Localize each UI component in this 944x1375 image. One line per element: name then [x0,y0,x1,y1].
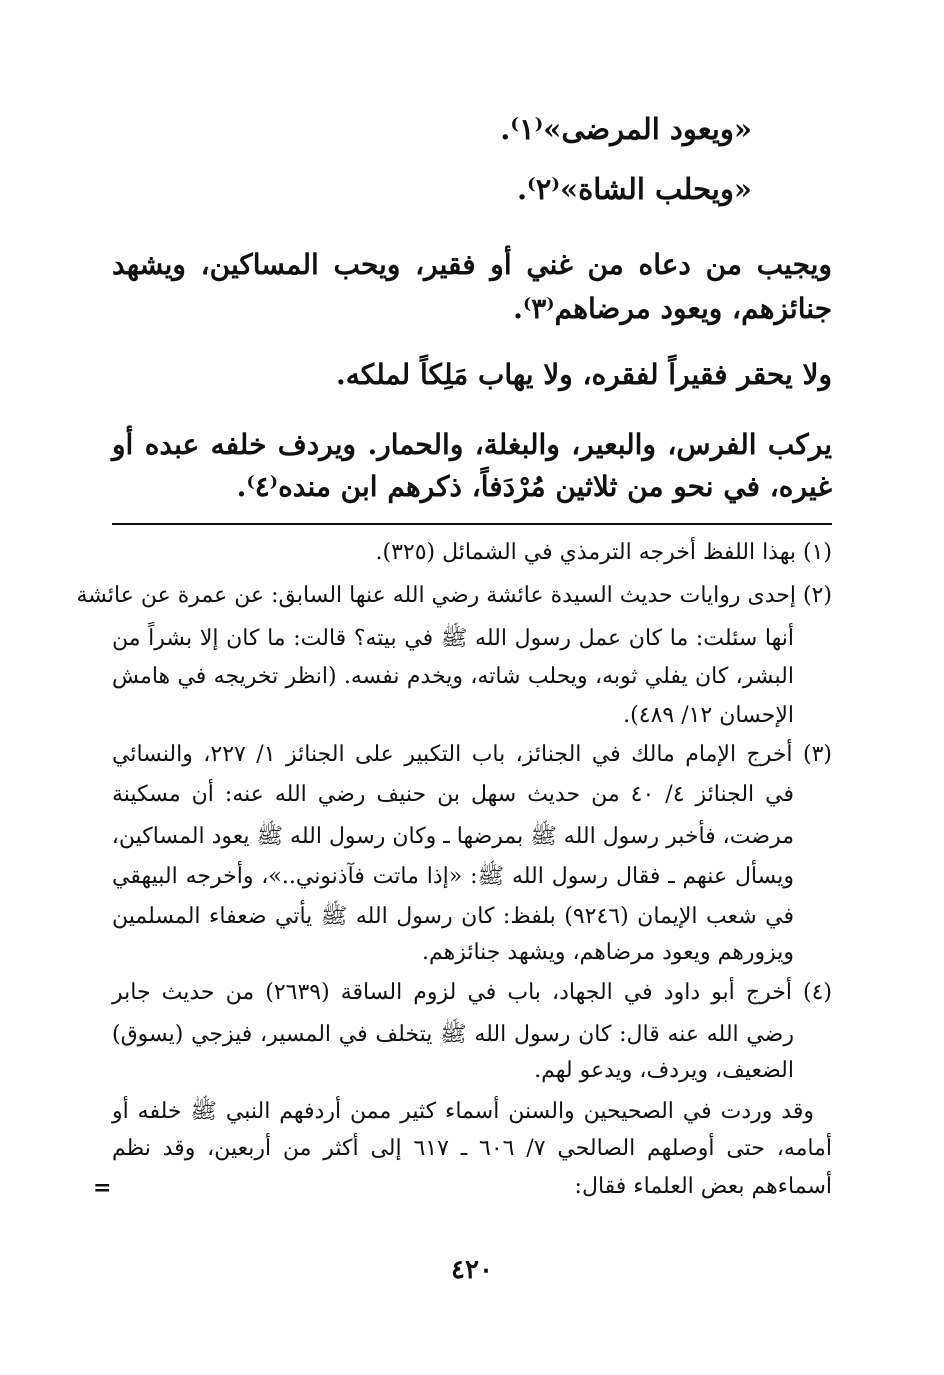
footnote-line: في الجنائز ٤/ ٤٠ من حديث سهل بن حنيف رضي الله عنه: أن مسكينة [112,782,794,807]
footnote-line: في شعب الإيمان (٩٢٤٦) بلفظ: كان رسول الله ﷺ يأتي ضعفاء المسلمين [112,904,794,929]
footnote-line: أسماءهم بعض العلماء فقال: [574,1174,832,1199]
footnote-line: ويسأل عنهم ـ فقال رسول الله ﷺ: «إذا ماتت فآذنوني..»، وأخرجه البيهقي [112,864,794,889]
footnote-line: أمامه، حتى أوصلهم الصالحي ٧/ ٦٠٦ ـ ٦١٧ إلى أكثر من أربعين، وقد نظم [112,1136,833,1161]
verse-line-2: «ويحلب الشاة»⁽٢⁾. [517,172,752,206]
continuation-mark: = [93,1175,112,1201]
footnote-line: (٢) إحدى روايات حديث السيدة عائشة رضي الله عنها السابق: عن عمرة عن عائشة [76,583,832,608]
footnote-line: وقد وردت في الصحيحين والسنن أسماء كثير ممن أردفهم النبي ﷺ خلفه أو [112,1099,814,1124]
footnote-line: رضي الله عنه قال: كان رسول الله ﷺ يتخلف في المسير، فيزجي (يسوق) [112,1022,794,1047]
verse-line-1: «ويعود المرضى»⁽١⁾. [500,112,752,146]
footnote-separator [112,523,832,525]
page-number: ٤٢٠ [451,1255,493,1285]
footnote-line: ويزورهم ويعود مرضاهم، ويشهد جنائزهم. [421,940,794,965]
body-line-5: غيره، في نحو من ثلاثين مُرْدَفاً، ذكرهم ابن منده⁽٤⁾. [236,470,832,503]
footnote-line: (٤) أخرج أبو داود في الجهاد، باب في لزوم الساقة (٢٦٣٩) من حديث جابر [112,980,833,1005]
footnote-line: (٣) أخرج الإمام مالك في الجنائز، باب التكبير على الجنائز ١/ ٢٢٧، والنسائي [112,742,832,767]
footnote-line: مرضت، فأخبر رسول الله ﷺ بمرضها ـ وكان رسول الله ﷺ يعود المساكين، [111,824,794,849]
footnote-line: الإحسان ١٢/ ٤٨٩). [623,703,794,728]
footnote-line: أنها سئلت: ما كان عمل رسول الله ﷺ في بيته؟ قالت: ما كان إلا بشراً من [112,626,794,651]
body-line-4: يركب الفرس، والبعير، والبغلة، والحمار. ويردف خلفه عبده أو [112,428,832,461]
footnote-line: (١) بهذا اللفظ أخرجه الترمذي في الشمائل (٣٢٥). [375,540,832,565]
body-line-2: جنائزهم، ويعود مرضاهم⁽٣⁾. [513,292,832,325]
footnote-line: البشر، كان يفلي ثوبه، ويحلب شاته، ويخدم نفسه. (انظر تخريجه في هامش [112,664,794,689]
footnote-line: الضعيف، ويردف، ويدعو لهم. [534,1058,794,1083]
body-line-3: ولا يحقر فقيراً لفقره، ولا يهاب مَلِكاً لملكه. [335,358,832,391]
body-line-1: ويجيب من دعاه من غني أو فقير، ويحب المساكين، ويشهد [112,248,832,281]
